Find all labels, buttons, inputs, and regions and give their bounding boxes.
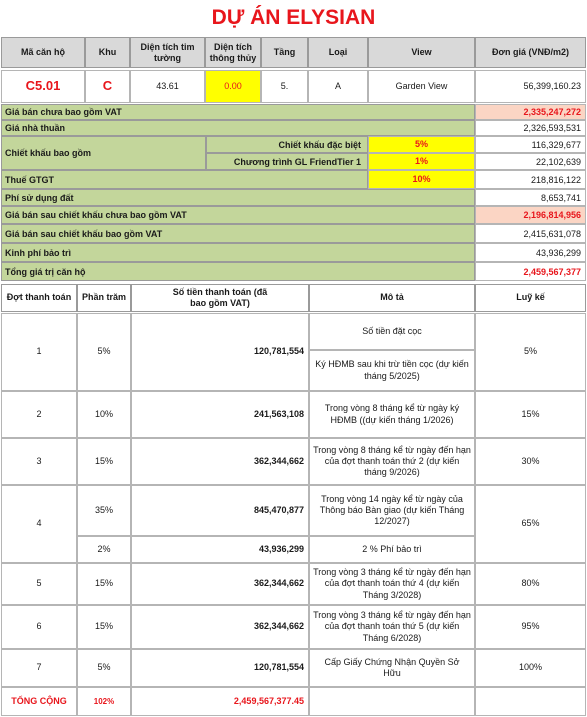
grand-total-amount: 2,459,567,377.45 — [131, 687, 309, 716]
installment-3-pct: 15% — [77, 438, 131, 485]
installment-1-desc-contract: Ký HĐMB sau khi trừ tiền cọc (dự kiến tháng 5/2025) — [309, 350, 475, 391]
price-excl-vat-label: Giá bán chưa bao gồm VAT — [1, 104, 475, 120]
after-disc-incl-vat-label: Giá bán sau chiết khấu bao gồm VAT — [1, 224, 475, 243]
price-excl-vat-value: 2,335,247,272 — [475, 104, 586, 120]
installment-4-maintenance-pct: 2% — [77, 536, 131, 563]
header-unit-code: Mã căn hộ — [1, 37, 85, 68]
vat-pct: 10% — [368, 170, 475, 189]
installment-6-desc: Trong vòng 3 tháng kể từ ngày đến hạn của đợt thanh toán thứ 5 (dự kiến Tháng 6/2028) — [309, 605, 475, 649]
total-value-value: 2,459,567,377 — [475, 262, 586, 281]
installment-1-no: 1 — [1, 313, 77, 391]
header-area-center: Diện tích tim tường — [130, 37, 205, 68]
special-discount-pct: 5% — [368, 136, 475, 153]
installment-7-amount: 120,781,554 — [131, 649, 309, 687]
installment-5-amount: 362,344,662 — [131, 563, 309, 605]
installment-4-maintenance-desc: 2 % Phí bảo trì — [309, 536, 475, 563]
header-amount: Số tiền thanh toán (đã bao gồm VAT) — [131, 284, 309, 312]
net-price-label: Giá nhà thuần — [1, 120, 475, 136]
installment-1-pct: 5% — [77, 313, 131, 391]
gl-program-label: Chương trình GL FriendTier 1 — [206, 153, 368, 170]
installment-7-pct: 5% — [77, 649, 131, 687]
grand-total-pct: 102% — [77, 687, 131, 716]
installment-2-desc: Trong vòng 8 tháng kể từ ngày ký HĐMB ((dự kiến tháng 1/2026) — [309, 391, 475, 438]
header-type: Loại — [308, 37, 368, 68]
installment-4-maintenance-amount: 43,936,299 — [131, 536, 309, 563]
total-value-label: Tổng giá trị căn hộ — [1, 262, 475, 281]
header-cumulative: Luỹ kế — [475, 284, 586, 312]
installment-5-pct: 15% — [77, 563, 131, 605]
header-view: View — [368, 37, 475, 68]
installment-3-cumulative: 30% — [475, 438, 586, 485]
installment-5-desc: Trong vòng 3 tháng kể từ ngày đến hạn của đợt thanh toán thứ 4 (dự kiến Tháng 3/2028) — [309, 563, 475, 605]
net-price-value: 2,326,593,531 — [475, 120, 586, 136]
installment-3-amount: 362,344,662 — [131, 438, 309, 485]
header-zone: Khu — [85, 37, 130, 68]
vat-value: 218,816,122 — [475, 170, 586, 189]
installment-2-cumulative: 15% — [475, 391, 586, 438]
maintenance-label: Kinh phí bảo trì — [1, 243, 475, 262]
installment-5-cumulative: 80% — [475, 563, 586, 605]
installment-1-desc-deposit: Số tiền đặt cọc — [309, 313, 475, 350]
header-percent: Phần trăm — [77, 284, 131, 312]
gl-program-value: 22,102,639 — [475, 153, 586, 170]
header-floor: Tầng — [261, 37, 308, 68]
header-installment: Đợt thanh toán — [1, 284, 77, 312]
unit-zone: C — [85, 70, 130, 103]
land-fee-label: Phí sử dụng đất — [1, 189, 475, 206]
unit-floor: 5. — [261, 70, 308, 103]
unit-area-center: 43.61 — [130, 70, 205, 103]
unit-price: 56,399,160.23 — [475, 70, 586, 103]
header-unit-price: Đơn giá (VNĐ/m2) — [475, 37, 586, 68]
special-discount-label: Chiết khấu đặc biệt — [206, 136, 368, 153]
installment-1-amount: 120,781,554 — [131, 313, 309, 391]
unit-type: A — [308, 70, 368, 103]
installment-4-desc: Trong vòng 14 ngày kể từ ngày của Thông báo Bàn giao (dự kiến Tháng 12/2027) — [309, 485, 475, 536]
discount-label: Chiết khấu bao gồm — [1, 136, 206, 170]
installment-4-cumulative: 65% — [475, 485, 586, 563]
after-disc-excl-vat-label: Giá bán sau chiết khấu chưa bao gồm VAT — [1, 206, 475, 224]
installment-5-no: 5 — [1, 563, 77, 605]
land-fee-value: 8,653,741 — [475, 189, 586, 206]
after-disc-incl-vat-value: 2,415,631,078 — [475, 224, 586, 243]
vat-label: Thuế GTGT — [1, 170, 368, 189]
installment-7-cumulative: 100% — [475, 649, 586, 687]
header-description: Mô tả — [309, 284, 475, 312]
installment-4-amount: 845,470,877 — [131, 485, 309, 536]
installment-7-desc: Cấp Giấy Chứng Nhận Quyền Sở Hữu — [309, 649, 475, 687]
gl-program-pct: 1% — [368, 153, 475, 170]
installment-6-no: 6 — [1, 605, 77, 649]
installment-6-amount: 362,344,662 — [131, 605, 309, 649]
installment-3-no: 3 — [1, 438, 77, 485]
installment-2-pct: 10% — [77, 391, 131, 438]
unit-code: C5.01 — [1, 70, 85, 103]
header-area-clear: Diện tích thông thủy — [205, 37, 261, 68]
installment-6-pct: 15% — [77, 605, 131, 649]
installment-3-desc: Trong vòng 8 tháng kể từ ngày đến hạn của đợt thanh toán thứ 2 (dự kiến tháng 9/2026) — [309, 438, 475, 485]
installment-1-cumulative: 5% — [475, 313, 586, 391]
after-disc-excl-vat-value: 2,196,814,956 — [475, 206, 586, 224]
installment-7-no: 7 — [1, 649, 77, 687]
grand-total-desc-empty — [309, 687, 475, 716]
unit-view: Garden View — [368, 70, 475, 103]
installment-4-no: 4 — [1, 485, 77, 563]
installment-6-cumulative: 95% — [475, 605, 586, 649]
page-title: DỰ ÁN ELYSIAN — [211, 6, 376, 29]
special-discount-value: 116,329,677 — [475, 136, 586, 153]
grand-total-cumulative-empty — [475, 687, 586, 716]
installment-4-pct: 35% — [77, 485, 131, 536]
unit-area-clear: 0.00 — [205, 70, 261, 103]
maintenance-value: 43,936,299 — [475, 243, 586, 262]
grand-total-label: TỔNG CỘNG — [1, 687, 77, 716]
installment-2-amount: 241,563,108 — [131, 391, 309, 438]
installment-2-no: 2 — [1, 391, 77, 438]
